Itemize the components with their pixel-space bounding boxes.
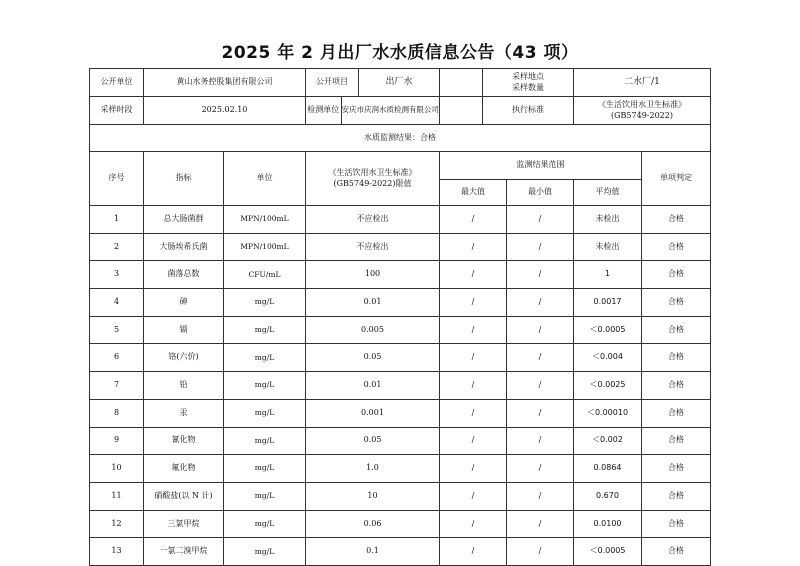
row-indicator: 氟化物 [144,455,224,483]
table-row [90,289,711,317]
row-indicator: 铅 [144,372,224,400]
project-value-extension [440,69,574,97]
row-max: / [440,510,507,538]
table-row [90,316,711,344]
row-avg: ＜0.004 [574,344,642,372]
column-header-row-1 [90,152,711,180]
row-limit: 0.001 [306,399,440,427]
table-row [90,510,711,538]
row-max: / [440,538,507,566]
row-index: 4 [90,289,144,317]
project-label: 公开项目 [306,69,359,96]
row-avg: 0.0100 [574,510,642,538]
standard-name: 《生活饮用水卫生标准》 [598,99,686,109]
table-row [90,399,711,427]
table-row [90,372,711,400]
row-verdict: 合格 [642,233,711,261]
sampling-location-value: 二水厂/1 [574,69,711,97]
sampling-count-label: 采样数量 [512,82,544,92]
row-avg: 0.0017 [574,289,642,317]
row-verdict: 合格 [642,206,711,234]
standard-cell [440,97,574,125]
row-min: / [507,510,574,538]
row-limit: 0.01 [306,289,440,317]
table-row [90,233,711,261]
col-limit-line2: (GB5749-2022)限值 [333,178,412,188]
col-min: 最小值 [507,180,574,206]
row-indicator: 菌落总数 [144,261,224,289]
row-indicator: 氰化物 [144,427,224,455]
row-index: 2 [90,233,144,261]
row-verdict: 合格 [642,510,711,538]
row-verdict: 合格 [642,344,711,372]
table-row [90,206,711,234]
result-row [90,125,711,152]
row-indicator: 砷 [144,289,224,317]
row-limit: 不应检出 [306,233,440,261]
row-index: 7 [90,372,144,400]
col-avg: 平均值 [574,180,642,206]
col-indicator: 指标 [144,152,224,206]
row-indicator: 三氯甲烷 [144,510,224,538]
row-avg: 未检出 [574,206,642,234]
row-verdict: 合格 [642,289,711,317]
row-unit: MPN/100mL [224,233,306,261]
row-unit: mg/L [224,427,306,455]
row-verdict: 合格 [642,372,711,400]
table-row [90,427,711,455]
row-limit: 100 [306,261,440,289]
row-max: / [440,427,507,455]
row-verdict: 合格 [642,261,711,289]
row-unit: mg/L [224,316,306,344]
row-unit: mg/L [224,399,306,427]
water-quality-table [89,68,711,566]
standard-value [574,97,711,125]
row-avg: 0.0864 [574,455,642,483]
page-title: 2025 年 2 月出厂水水质信息公告（43 项） [221,43,579,63]
row-unit: mg/L [224,372,306,400]
row-max: / [440,233,507,261]
result-text: 水质监测结果：合格 [90,125,711,152]
info-row-sampling [90,97,711,125]
row-index: 1 [90,206,144,234]
row-limit: 1.0 [306,455,440,483]
row-max: / [440,206,507,234]
row-verdict: 合格 [642,427,711,455]
col-unit: 单位 [224,152,306,206]
row-index: 5 [90,316,144,344]
row-unit: mg/L [224,455,306,483]
test-unit-cell [306,97,440,125]
row-max: / [440,399,507,427]
row-min: / [507,344,574,372]
row-min: / [507,289,574,317]
row-index: 13 [90,538,144,566]
row-max: / [440,289,507,317]
standard-label: 执行标准 [512,105,544,115]
row-limit: 0.06 [306,510,440,538]
table-row [90,482,711,510]
row-indicator: 镉 [144,316,224,344]
row-verdict: 合格 [642,482,711,510]
row-limit: 10 [306,482,440,510]
row-min: / [507,372,574,400]
row-limit: 0.01 [306,372,440,400]
info-row-publisher [90,69,711,97]
row-max: / [440,372,507,400]
project-value: 出厂水 [385,77,413,88]
row-avg: ＜0.00010 [574,399,642,427]
col-limit-line1: 《生活饮用水卫生标准》 [328,167,417,177]
row-min: / [507,538,574,566]
row-unit: MPN/100mL [224,206,306,234]
table-row [90,538,711,566]
row-limit: 0.05 [306,427,440,455]
standard-code: (GB5749-2022) [611,110,673,120]
test-unit-value: 安庆市庆润水质检测有限公司 [341,105,439,115]
row-min: / [507,316,574,344]
row-min: / [507,427,574,455]
row-avg: ＜0.0025 [574,372,642,400]
row-indicator: 一氯二溴甲烷 [144,538,224,566]
row-min: / [507,399,574,427]
row-indicator: 汞 [144,399,224,427]
row-limit: 0.005 [306,316,440,344]
row-max: / [440,316,507,344]
row-avg: 未检出 [574,233,642,261]
row-min: / [507,206,574,234]
row-unit: mg/L [224,482,306,510]
publisher-value: 黄山水务控股集团有限公司 [144,69,306,97]
col-max: 最大值 [440,180,507,206]
row-min: / [507,482,574,510]
row-index: 3 [90,261,144,289]
publisher-label: 公开单位 [90,69,144,97]
row-unit: mg/L [224,344,306,372]
row-max: / [440,482,507,510]
row-index: 9 [90,427,144,455]
row-limit: 不应检出 [306,206,440,234]
row-verdict: 合格 [642,455,711,483]
table-body [90,206,711,566]
row-indicator: 总大肠菌群 [144,206,224,234]
col-index: 序号 [90,152,144,206]
row-index: 10 [90,455,144,483]
table-row [90,261,711,289]
row-verdict: 合格 [642,399,711,427]
sampling-location-label: 采样地点 [512,71,544,81]
row-indicator: 大肠埃希氏菌 [144,233,224,261]
col-verdict: 单项判定 [642,152,711,206]
sampling-time-value: 2025.02.10 [144,97,306,125]
row-avg: ＜0.002 [574,427,642,455]
row-min: / [507,233,574,261]
row-index: 6 [90,344,144,372]
col-limit [306,152,440,206]
row-index: 11 [90,482,144,510]
row-max: / [440,344,507,372]
row-index: 12 [90,510,144,538]
row-avg: 1 [574,261,642,289]
row-avg: ＜0.0005 [574,538,642,566]
row-verdict: 合格 [642,538,711,566]
row-index: 8 [90,399,144,427]
row-min: / [507,455,574,483]
row-avg: ＜0.0005 [574,316,642,344]
test-unit-label: 检测单位 [306,97,342,124]
row-avg: 0.670 [574,482,642,510]
row-limit: 0.05 [306,344,440,372]
sampling-time-label: 采样时段 [90,97,144,125]
row-unit: mg/L [224,510,306,538]
col-range: 监测结果范围 [440,152,642,180]
row-indicator: 铬(六价) [144,344,224,372]
table-row [90,455,711,483]
row-max: / [440,261,507,289]
row-max: / [440,455,507,483]
row-limit: 0.1 [306,538,440,566]
row-unit: CFU/mL [224,261,306,289]
row-unit: mg/L [224,538,306,566]
row-verdict: 合格 [642,316,711,344]
row-indicator: 硝酸盐(以 N 计) [144,482,224,510]
row-min: / [507,261,574,289]
row-unit: mg/L [224,289,306,317]
table-row [90,344,711,372]
project-cell [306,69,440,97]
